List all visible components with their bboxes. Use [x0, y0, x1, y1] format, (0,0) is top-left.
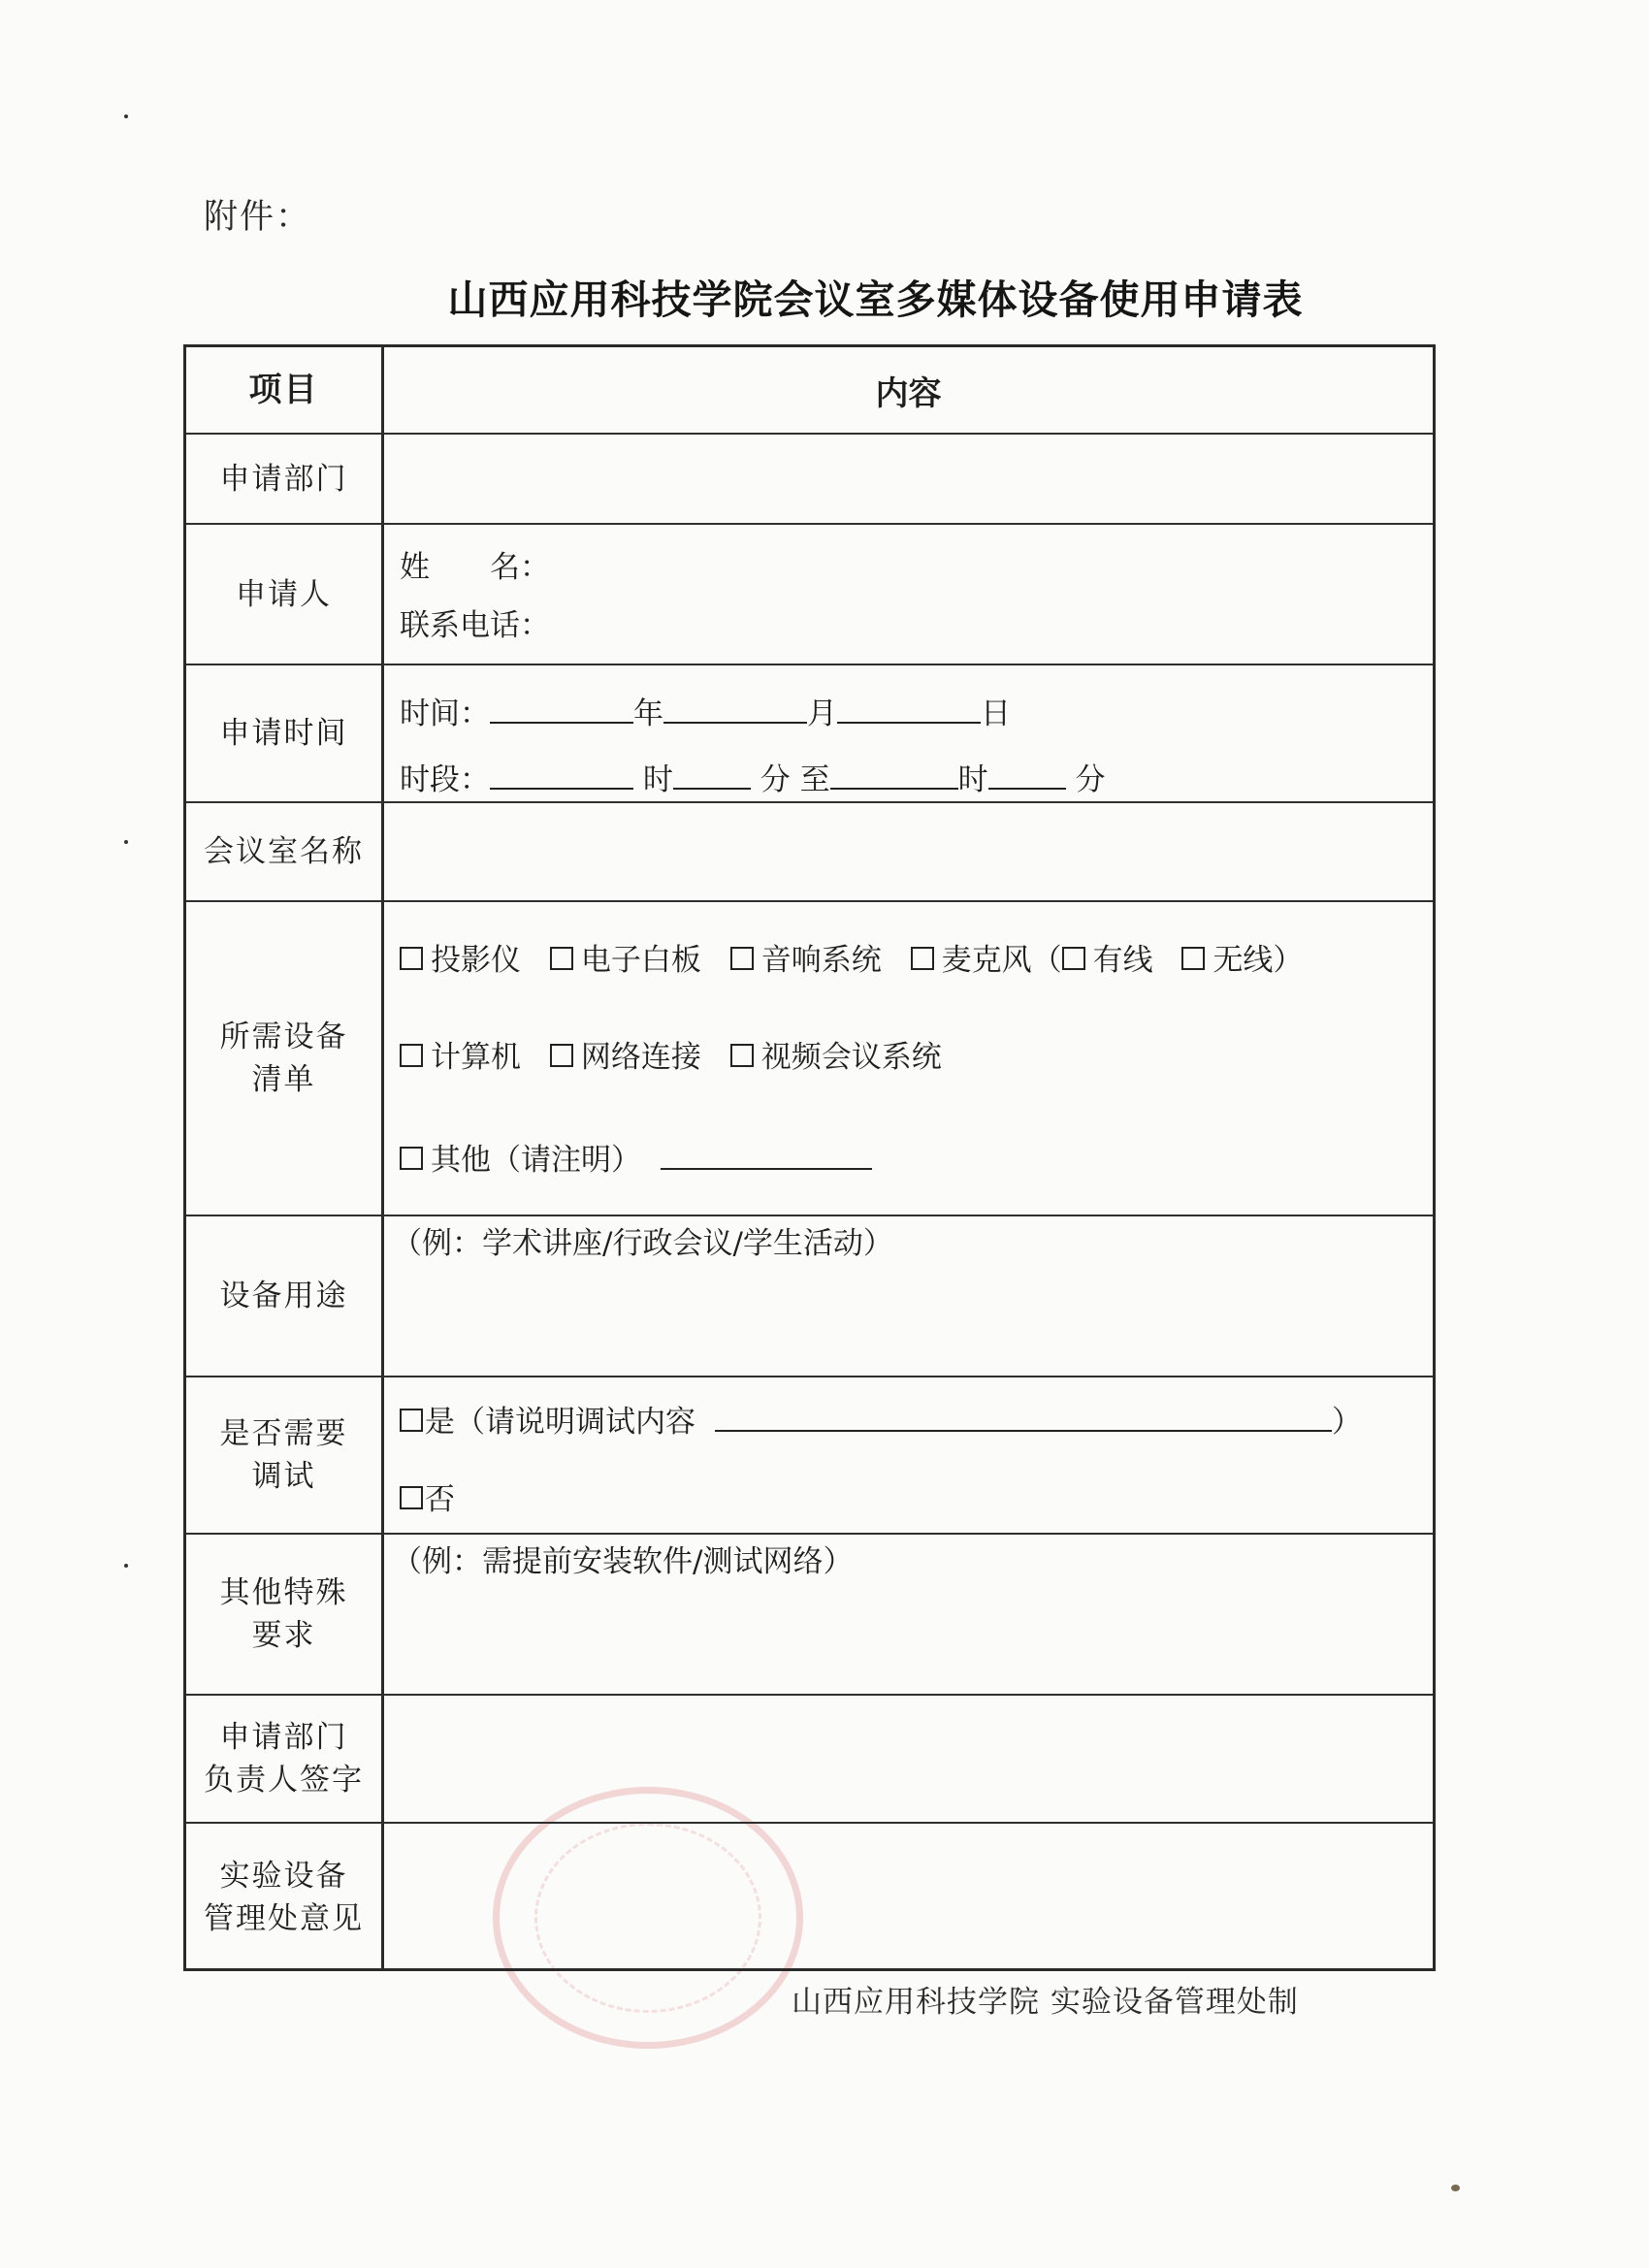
row-special-requirements [186, 1535, 1433, 1696]
table-header-row [186, 347, 1433, 435]
label-room-name: 会议室名称 [186, 803, 384, 900]
row-equipment-list [186, 902, 1433, 1216]
scan-speck [124, 840, 128, 844]
debug-content [384, 1377, 1433, 1533]
other-specify-blank[interactable] [661, 1139, 872, 1170]
label-application-time: 申请时间 [186, 665, 384, 801]
phone-field[interactable] [560, 606, 1142, 635]
start-hour-unit: 时 [642, 762, 673, 797]
field-lab-office-opinion[interactable] [384, 1824, 1433, 1971]
label-applying-department: 申请部门 [186, 435, 384, 523]
period-label: 时段： [400, 762, 490, 797]
phone-label: 联系电话： [400, 608, 550, 643]
label-special-requirements [186, 1535, 384, 1694]
special-hint: （例：需提前安装软件/测试网络） [392, 1544, 854, 1579]
scan-speck [124, 114, 128, 118]
checkbox-wireless[interactable] [1181, 947, 1205, 970]
label-debug-line1: 是否需要 [219, 1416, 348, 1451]
label-debug-needed [186, 1377, 384, 1533]
checkbox-microphone[interactable] [911, 947, 934, 970]
label-special-line1: 其他特殊 [219, 1575, 348, 1610]
opt-other: 其他（请注明） [431, 1143, 641, 1178]
label-special-line2: 要求 [251, 1618, 316, 1653]
label-equipment-purpose: 设备用途 [186, 1216, 384, 1376]
footer-issuer: 山西应用科技学院 实验设备管理处制 [792, 1985, 1299, 2020]
label-dept-sign-line1: 申请部门 [219, 1720, 348, 1755]
start-minute-blank[interactable] [673, 759, 751, 790]
checkbox-whiteboard[interactable] [550, 947, 573, 970]
label-dept-sign-line2: 负责人签字 [204, 1763, 364, 1798]
field-room-name[interactable] [384, 803, 1433, 900]
opt-computer: 计算机 [431, 1040, 521, 1075]
checkbox-debug-no[interactable] [400, 1486, 423, 1509]
checkbox-projector[interactable] [400, 947, 423, 970]
row-lab-office-opinion [186, 1824, 1433, 1971]
checkbox-computer[interactable] [400, 1044, 423, 1067]
equipment-content [384, 902, 1433, 1215]
end-hour-blank[interactable] [830, 759, 958, 790]
field-applying-department[interactable] [384, 435, 1433, 523]
header-content-label: 内容 [875, 373, 942, 413]
header-content [384, 347, 1433, 433]
date-label: 时间： [400, 697, 490, 731]
end-minute-blank[interactable] [988, 759, 1066, 790]
opt-microphone: 麦克风（ [941, 943, 1062, 978]
label-equipment-line2: 清单 [251, 1062, 316, 1097]
day-blank[interactable] [837, 693, 981, 724]
checkbox-wired[interactable] [1062, 947, 1085, 970]
name-label: 姓 名： [400, 550, 550, 585]
row-applying-department [186, 435, 1433, 525]
field-equipment-purpose[interactable] [384, 1216, 1433, 1376]
month-blank[interactable] [663, 693, 807, 724]
field-special-requirements[interactable] [384, 1535, 1433, 1694]
label-dept-head-signature [186, 1696, 384, 1822]
row-debug-needed [186, 1377, 1433, 1535]
application-form-table [183, 344, 1436, 1971]
opt-whiteboard: 电子白板 [580, 943, 701, 978]
year-unit: 年 [633, 697, 663, 731]
opt-audio: 音响系统 [760, 943, 882, 978]
row-application-time [186, 665, 1433, 803]
label-lab-office-opinion [186, 1824, 384, 1971]
day-unit: 日 [981, 697, 1011, 731]
field-dept-head-signature[interactable] [384, 1696, 1433, 1822]
attachment-label: 附件： [204, 198, 312, 237]
row-room-name [186, 803, 1433, 902]
start-hour-blank[interactable] [490, 759, 633, 790]
label-lab-line2: 管理处意见 [204, 1901, 364, 1936]
opt-network: 网络连接 [580, 1040, 701, 1075]
scan-speck [124, 1564, 128, 1568]
label-lab-line1: 实验设备 [219, 1859, 348, 1894]
opt-projector: 投影仪 [431, 943, 521, 978]
debug-yes-text: 是（请说明调试内容 [425, 1405, 695, 1440]
debug-no-text: 否 [425, 1482, 455, 1517]
debug-content-blank[interactable] [715, 1401, 1332, 1432]
checkbox-network[interactable] [550, 1044, 573, 1067]
checkbox-other[interactable] [400, 1147, 423, 1170]
year-blank[interactable] [490, 693, 633, 724]
start-minute-unit: 分 [760, 762, 791, 797]
row-equipment-purpose [186, 1216, 1433, 1377]
end-hour-unit: 时 [957, 762, 988, 797]
row-applicant [186, 525, 1433, 665]
checkbox-debug-yes[interactable] [400, 1409, 423, 1432]
label-equipment-line1: 所需设备 [219, 1020, 348, 1054]
opt-wireless: 无线） [1212, 943, 1304, 978]
purpose-hint: （例：学术讲座/行政会议/学生活动） [392, 1226, 893, 1261]
header-item: 项目 [186, 347, 384, 433]
label-equipment-list [186, 902, 384, 1215]
month-unit: 月 [807, 697, 837, 731]
form-title: 山西应用科技学院会议室多媒体设备使用申请表 [447, 276, 1304, 323]
name-field[interactable] [560, 548, 1142, 577]
applicant-content [384, 525, 1433, 664]
to-label: 至 [799, 762, 830, 797]
checkbox-audio[interactable] [730, 947, 754, 970]
scan-speck [1451, 2185, 1460, 2191]
opt-wired: 有线 [1092, 943, 1153, 978]
opt-video-conference: 视频会议系统 [760, 1040, 942, 1075]
checkbox-video-conference[interactable] [730, 1044, 754, 1067]
label-applicant: 申请人 [186, 525, 384, 664]
end-minute-unit: 分 [1075, 762, 1106, 797]
application-time-content [384, 665, 1433, 801]
row-dept-head-signature [186, 1696, 1433, 1824]
debug-close-paren: ） [1332, 1405, 1362, 1440]
label-debug-line2: 调试 [251, 1459, 316, 1494]
